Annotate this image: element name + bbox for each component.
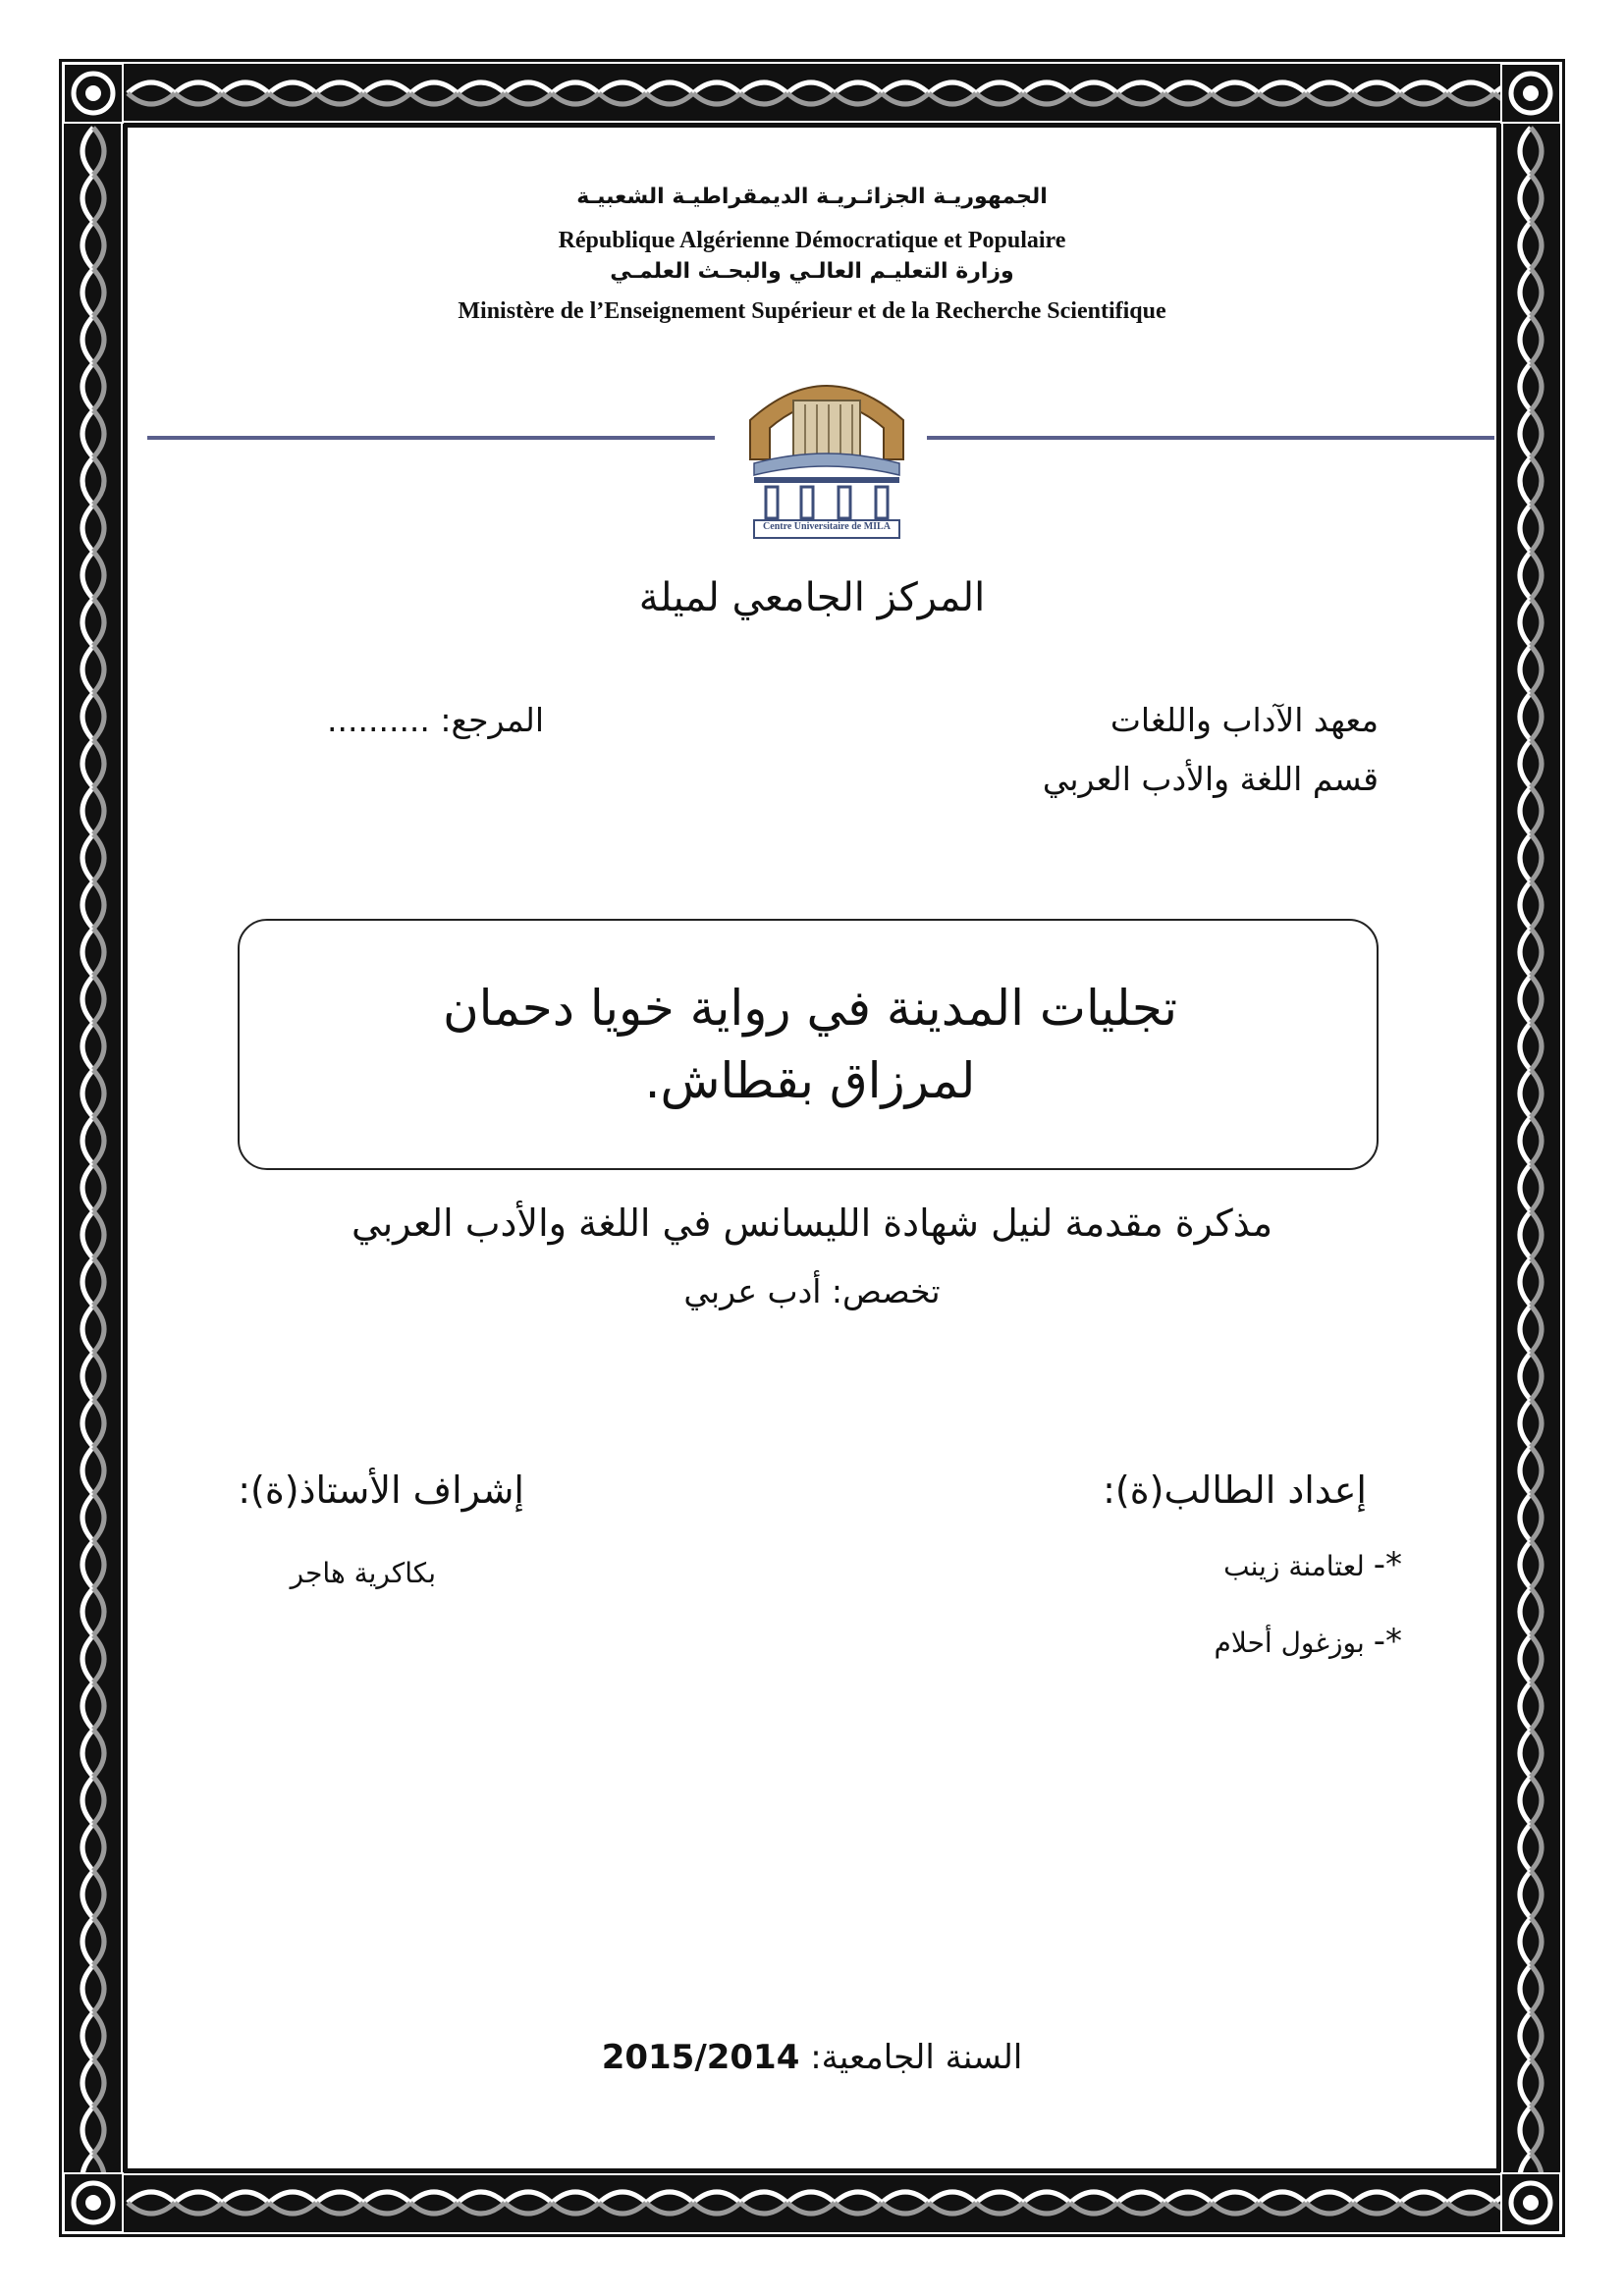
academic-year-label: السنة الجامعية: [810, 2038, 1023, 2077]
student-item [1223, 1545, 1402, 1584]
academic-year [0, 2038, 1624, 2077]
student-name: لعتامنة زينب [1223, 1550, 1365, 1582]
thesis-title-line-2: لمرزاق بقطاش. [644, 1052, 976, 1109]
university-logo [736, 361, 917, 540]
supervisor-heading: إشراف الأستاذ(ة): [238, 1468, 524, 1512]
students-heading: إعداد الطالب(ة): [1103, 1468, 1367, 1512]
specialty: تخصص: أدب عربي [683, 1272, 941, 1310]
ministry-arabic: وزارة التعليـم العالـي والبحـث العلمـي [610, 259, 1014, 284]
bullet: *- [1373, 1545, 1402, 1584]
degree-statement: مذكرة مقدمة لنيل شهادة الليسانس في اللغة والأدب العربي [351, 1201, 1273, 1245]
supervisor-name: بكاكرية هاجر [290, 1557, 436, 1589]
logo-caption: Centre Universitaire de MILA [763, 521, 891, 532]
reference-field: المرجع: .......... [327, 701, 544, 739]
institution-name: المركز الجامعي لميلة [638, 575, 986, 620]
right-rule [927, 436, 1494, 440]
student-name: بوزغول أحلام [1214, 1627, 1365, 1659]
institute-name: معهد الآداب واللغات [1110, 701, 1379, 739]
ministry-french: Ministère de l’Enseignement Supérieur et de la Recherche Scientifique [458, 298, 1166, 324]
academic-year-value: 2015/2014 [601, 2038, 800, 2077]
department-name: قسم اللغة والأدب العربي [1042, 760, 1379, 798]
student-item [1215, 1622, 1402, 1661]
bullet: *- [1373, 1622, 1402, 1661]
thesis-title-line-1: تجليات المدينة في رواية خويا دحمان [442, 980, 1178, 1037]
republic-french: République Algérienne Démocratique et Populaire [558, 228, 1066, 253]
left-rule [147, 436, 715, 440]
thesis-title-box [238, 919, 1379, 1170]
republic-arabic: الجمهوريـة الجزائـريـة الديمقراطيـة الشعبيـة [576, 185, 1048, 209]
